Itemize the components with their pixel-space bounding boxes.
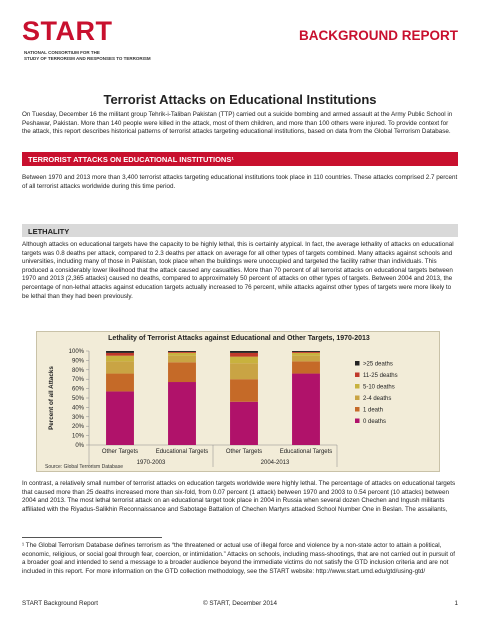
bar-segment bbox=[292, 356, 320, 362]
chart-source: Source: Global Terrorism Database bbox=[45, 464, 123, 470]
start-logo: START bbox=[22, 16, 113, 46]
legend-label: 2-4 deaths bbox=[363, 396, 392, 402]
section-heading: TERRORIST ATTACKS ON EDUCATIONAL INSTITUTIONS¹ bbox=[28, 155, 234, 164]
bar-segment bbox=[292, 353, 320, 356]
group-label: 1970-2003 bbox=[136, 460, 166, 466]
legend-label: 1 death bbox=[363, 407, 384, 414]
subsection-heading: LETHALITY bbox=[28, 226, 70, 236]
bar-segment bbox=[292, 361, 320, 373]
y-tick-label: 0% bbox=[75, 443, 84, 449]
bar-segment bbox=[230, 363, 258, 379]
legend-label: 5-10 deaths bbox=[363, 384, 395, 391]
legend-label: 11-25 deaths bbox=[363, 373, 398, 379]
y-tick-label: 20% bbox=[71, 424, 84, 431]
bar-segment bbox=[230, 379, 258, 402]
report-header bbox=[22, 16, 458, 76]
y-tick-label: 10% bbox=[71, 433, 84, 440]
y-tick-label: 40% bbox=[71, 405, 84, 412]
intro-paragraph: On Tuesday, December 16 the militant group Tehrik-i-Taliban Pakistan (TTP) carried out a suicide bombing and armed assault at the Army Public School in Peshawar, Pakistan. More than 140 people were killed in the attack, most of them children, and more than 100 others were injured. To provide context for the attack, this report describes historical patterns of terrorist attacks targeting educational institutions, based on data from the Global Terrorism Database. bbox=[22, 111, 453, 136]
legend-swatch bbox=[355, 419, 360, 424]
group-label: 2004-2013 bbox=[260, 460, 290, 466]
bar-segment bbox=[106, 353, 134, 356]
lethality-paragraph: Although attacks on educational targets have the capacity to be highly lethal, this is certainly atypical. In fact, the average lethality of attacks on educational targets was 0.8 deaths per attack, compared to 2.3 deaths per attack on average for all other types of targets combined. Many attacks against schools and universities, including many of those in Pakistan, took place when the buildings were unoccupied and targeted the facility rather than individuals. This produced a considerably lower likelihood that the attack caused any casualties. More than 70 percent of all terrorist attacks on educational targets between 1970 and 2013 (2,365 attacks) caused no deaths, compared to approximately 50 percent of attacks on other types of targets. Between 2004 and 2013, the percentage of non-lethal attacks against education targets actually increased to 76 percent, while attacks against other types of targets were more likely to be lethal than they had been previously. bbox=[22, 241, 454, 300]
y-tick-label: 50% bbox=[71, 396, 84, 402]
y-axis-label: Percent of all Attacks bbox=[48, 366, 55, 430]
x-tick-label: Educational Targets bbox=[155, 449, 209, 455]
section-heading-band bbox=[22, 152, 458, 166]
bar-segment bbox=[106, 374, 134, 392]
y-tick-label: 30% bbox=[71, 414, 84, 421]
legend-label: >25 deaths bbox=[363, 361, 393, 368]
x-tick-label: Other Targets bbox=[101, 449, 139, 455]
footer-report-name: START Background Report bbox=[22, 600, 98, 607]
bar-segment bbox=[230, 353, 258, 357]
bar-segment bbox=[106, 351, 134, 353]
bar-segment bbox=[168, 362, 196, 382]
y-tick-label: 60% bbox=[71, 386, 84, 393]
bar-segment bbox=[106, 361, 134, 373]
legend-swatch bbox=[355, 361, 360, 366]
bar-segment bbox=[168, 351, 196, 352]
bar-segment bbox=[106, 391, 134, 445]
legend-label: 0 deaths bbox=[363, 419, 387, 425]
bar-segment bbox=[292, 352, 320, 353]
y-tick-label: 70% bbox=[71, 377, 84, 384]
footer-copyright: © START, December 2014 bbox=[202, 600, 278, 607]
bar-segment bbox=[106, 356, 134, 362]
bar-segment bbox=[292, 374, 320, 445]
y-tick-label: 100% bbox=[68, 349, 84, 355]
bar-segment bbox=[230, 351, 258, 353]
page-title: Terrorist Attacks on Educational Institutions bbox=[103, 92, 377, 107]
y-tick-label: 80% bbox=[71, 367, 84, 374]
bar-segment bbox=[230, 402, 258, 445]
logo-subtitle-line-2: STUDY OF TERRORISM AND RESPONSES TO TERRORISM bbox=[24, 55, 151, 61]
legend-swatch bbox=[355, 396, 360, 401]
lethality-chart bbox=[36, 331, 440, 472]
section1-paragraph: Between 1970 and 2013 more than 3,400 terrorist attacks targeting educational institutions took place in 110 countries. These attacks comprised 2.7 percent of all terrorist attacks worldwide during this time period. bbox=[22, 174, 458, 190]
report-type-label: BACKGROUND REPORT bbox=[298, 28, 458, 43]
bar-segment bbox=[168, 356, 196, 363]
bar-segment bbox=[168, 353, 196, 356]
y-tick-label: 90% bbox=[71, 358, 84, 365]
bar-segment bbox=[230, 357, 258, 364]
logo-subtitle bbox=[24, 50, 151, 61]
chart-canvas bbox=[37, 332, 441, 473]
footnote-divider bbox=[22, 537, 162, 538]
subsection-heading-band bbox=[22, 224, 458, 237]
bar-segment bbox=[168, 382, 196, 445]
logo-subtitle-line-1: NATIONAL CONSORTIUM FOR THE bbox=[24, 50, 100, 55]
paragraph-4: In contrast, a relatively small number of terrorist attacks on education targets worldwide were highly lethal. The percentage of attacks on educational targets that caused more than 25 deaths increased more than six-fold, from 0.07 percent (1 attack) between 1970 and 2003 to 0.54 percent (10 attacks) between 2004 and 2013. The most lethal terrorist attack on an educational target took place in 2004 in Russia when several dozen Chechen and Ingush militants affiliated with the Riyadus-Salikhin Reconnaissance and Sabotage Battalion of Chechen Martyrs attacked School Number One in Beslan. The assailants, bbox=[22, 480, 456, 513]
chart-title: Lethality of Terrorist Attacks against Educational and Other Targets, 1970-2013 bbox=[108, 335, 370, 342]
x-tick-label: Other Targets bbox=[225, 449, 263, 455]
legend-swatch bbox=[355, 384, 360, 389]
footnote: ¹ The Global Terrorism Database defines terrorism as “the threatened or actual use of illegal force and violence by a non-state actor to attain a political, economic, religious, or social goal through fear, coercion, or intimidation.” Attacks on schools, including mass-shootings, that are not carried out in pursuit of a broader goal and intended to send a message to a broader audience beyond the immediate victims do not satisfy the GTD inclusion criteria and are not included in this report. For more information on the GTD collection methodology, see the START website: http://www.start.umd.edu/gtd/using-gtd/ bbox=[22, 542, 455, 575]
legend-swatch bbox=[355, 373, 360, 378]
x-tick-label: Educational Targets bbox=[279, 449, 333, 455]
page-number: 1 bbox=[454, 600, 458, 607]
bar-segment bbox=[292, 351, 320, 352]
bar-segment bbox=[168, 352, 196, 353]
legend-swatch bbox=[355, 407, 360, 412]
